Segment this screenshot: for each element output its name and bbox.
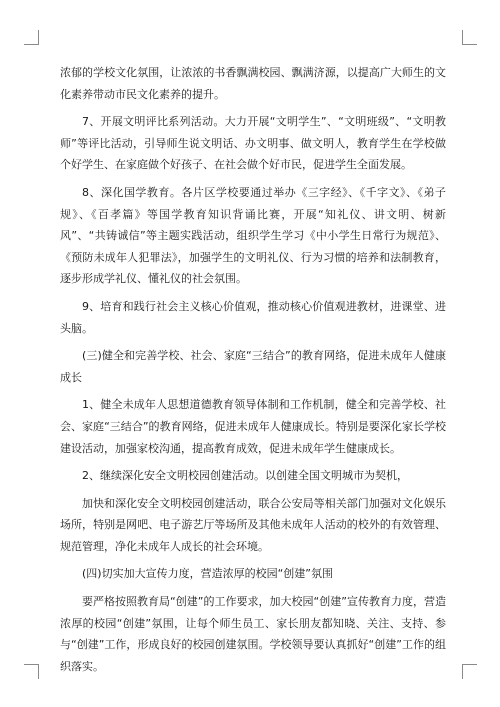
crop-mark-top-left: [24, 30, 39, 45]
paragraph-continuation: 浓郁的学校文化氛围，让浓浓的书香飘满校园、飘满济源，以提高广大师生的文化素养带动市民文化素养的提升。: [60, 66, 446, 101]
paragraph-4-body: 要严格按照教育局“创建”的工作要求，加大校园“创建”宣传教育力度，营造浓厚的校园“创建”氛围，让每个师生员工、家长朋友都知晓、关注、支持、参与“创建”工作，形成良好的校园创建氛围。学校领导要认真抓好“创建”工作的组织落实。: [60, 595, 446, 673]
paragraph-3-2-continued: 加快和深化安全文明校园创建活动，联合公安局等相关部门加强对文化娱乐场所，特别是网吧、电子游艺厅等场所及其他未成年人活动的校外的有效管理、规范管理，净化未成年人成长的社会环境。: [60, 496, 446, 553]
paragraph-item-8: 8、深化国学教育。各片区学校要通过举办《三字经》、《千字文》、《弟子规》、《百孝篇》等国学教育知识背诵比赛，开展“知礼仪、讲文明、树新风”、“共铸诚信”等主题实践活动，组织学生学习《中小学生日常行为规范》、《预防未成年人犯罪法》，加强学生的文明礼仪、行为习惯的培养和法制教育，逐步形成学礼仪、懂礼仪的社会氛围。: [60, 185, 446, 286]
section-heading-3: (三)健全和完善学校、社会、家庭“三结合”的教育网络，促进未成年人健康成长: [60, 349, 446, 384]
crop-mark-bottom-right: [462, 664, 477, 679]
crop-mark-top-right: [462, 30, 477, 45]
paragraph-item-7: 7、开展文明评比系列活动。大力开展“文明学生”、“文明班级”、“文明教师”等评比活动，引导师生说文明话、办文明事、做文明人，教育学生在学校做个好学生、在家庭做个好孩子、在社会做个好市民，促进学生全面发展。: [60, 115, 446, 172]
paragraph-item-9: 9、培育和践行社会主义核心价值观，推动核心价值观进教材，进课堂、进头脑。: [60, 299, 446, 335]
paragraph-3-1: 1、健全未成年人思想道德教育领导体制和工作机制，健全和完善学校、社会、家庭“三结合”的教育网络，促进未成年人健康成长。特别是要深化家长学校建设活动，加强家校沟通，提高教育成效，促进未成年学生健康成长。: [60, 398, 446, 455]
crop-mark-bottom-left: [24, 664, 39, 679]
section-heading-4: (四)切实加大宣传力度，营造浓厚的校园“创建”氛围: [82, 567, 333, 581]
document-body: [60, 62, 446, 683]
paragraph-3-2: 2、继续深化安全文明校园创建活动。以创建全国文明城市为契机，: [82, 469, 408, 483]
